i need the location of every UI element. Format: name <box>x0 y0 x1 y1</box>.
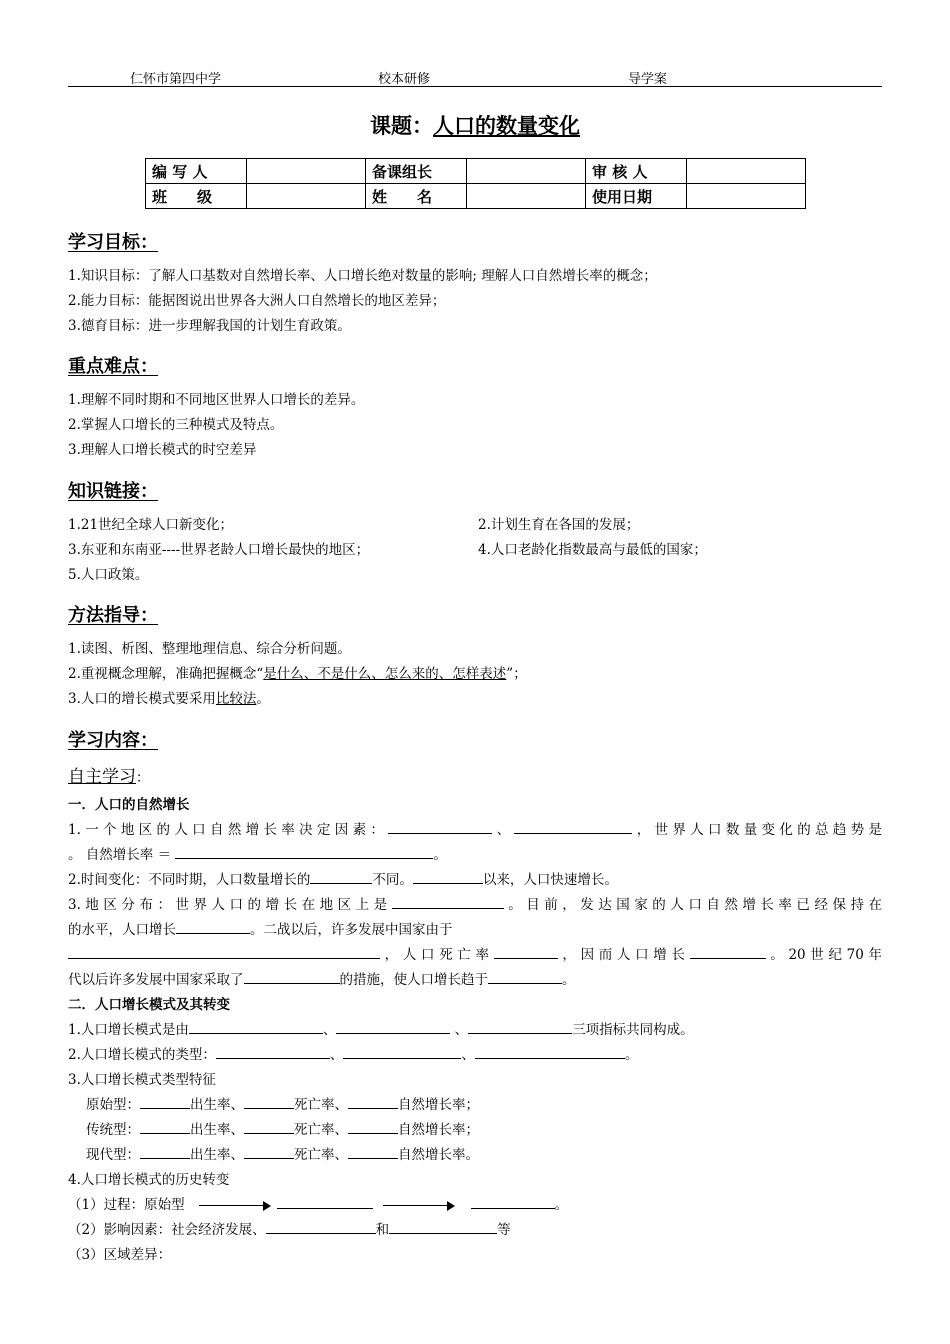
part2-heading: 二．人口增长模式及其转变 <box>68 997 230 1013</box>
question-line: 2.时间变化：不同时期，人口数量增长的 不同。 以来，人口快速增长。 <box>68 872 618 888</box>
info-table <box>145 158 806 209</box>
question-line: ，人口死亡率 ，因而人口增长 。20世纪70年 <box>68 943 882 963</box>
goals-heading: 学习目标： <box>68 232 158 253</box>
answer-blank[interactable] <box>388 821 492 834</box>
answer-blank[interactable] <box>310 871 372 884</box>
question-line: 3.人口增长模式类型特征 <box>68 1072 216 1088</box>
group-leader-label: 备课组长 <box>366 159 467 184</box>
answer-blank[interactable] <box>690 946 766 959</box>
info-row <box>146 159 806 184</box>
header-category: 校本研修 <box>378 72 431 87</box>
answer-blank[interactable] <box>189 1021 323 1034</box>
question-line: （3）区域差异： <box>68 1247 172 1263</box>
header-doc-type: 导学案 <box>628 72 668 87</box>
answer-blank[interactable] <box>471 1196 555 1209</box>
reviewer-cell[interactable] <box>687 159 806 184</box>
group-leader-cell[interactable] <box>467 159 586 184</box>
answer-blank[interactable] <box>413 871 483 884</box>
method-emphasis: 比较法 <box>215 691 257 707</box>
goal-item: 1.知识目标：了解人口基数对自然增长率、人口增长绝对数量的影响; 理解人口自然增长率的概念； <box>68 268 657 284</box>
date-cell[interactable] <box>687 184 806 209</box>
answer-blank[interactable] <box>244 971 340 984</box>
question-line: 4.人口增长模式的历史转变 <box>68 1172 230 1188</box>
method-item: 2.重视概念理解，准确把握概念“是什么、不是什么、怎么来的、怎样表述”； <box>68 666 527 682</box>
title-prefix: 课题： <box>370 114 433 138</box>
answer-blank[interactable] <box>348 1096 398 1109</box>
author-label: 编 写 人 <box>146 159 247 184</box>
info-row <box>146 184 806 209</box>
answer-blank[interactable] <box>140 1096 190 1109</box>
question-line: （1）过程：原始型 。 <box>68 1197 569 1213</box>
key-point-item: 2.掌握人口增长的三种模式及特点。 <box>68 417 284 433</box>
self-study-heading: 自主学习： <box>68 767 150 787</box>
method-item: 1.读图、析图、整理地理信息、综合分析问题。 <box>68 641 351 657</box>
answer-blank[interactable] <box>244 1096 294 1109</box>
question-line: 1.人口增长模式是由 、 、 三项指标共同构成。 <box>68 1022 694 1038</box>
question-line: 3.地区分布：世界人口的增长在地区上是 。目前，发达国家的人口自然增长率已经保持在 <box>68 897 882 913</box>
answer-blank[interactable] <box>244 1121 294 1134</box>
answer-blank[interactable] <box>140 1121 190 1134</box>
question-line: 2.人口增长模式的类型： 、 、 。 <box>68 1047 639 1063</box>
answer-blank[interactable] <box>140 1146 190 1159</box>
type-row-primitive: 原始型： 出生率、 死亡率、 自然增长率； <box>86 1097 479 1113</box>
part1-heading: 一．人口的自然增长 <box>68 797 190 813</box>
method-item: 3.人口的增长模式要采用比较法。 <box>68 691 270 707</box>
answer-blank[interactable] <box>216 1046 330 1059</box>
link-item: 2.计划生育在各国的发展； <box>478 517 640 533</box>
arrow-right-icon <box>199 1201 271 1211</box>
links-heading: 知识链接： <box>68 481 158 502</box>
author-cell[interactable] <box>247 159 366 184</box>
class-cell[interactable] <box>247 184 366 209</box>
title-topic: 人口的数量变化 <box>433 114 580 138</box>
link-item: 1.21世纪全球人口新变化； <box>68 517 234 533</box>
goal-item: 3.德育目标：进一步理解我国的计划生育政策。 <box>68 318 351 334</box>
name-label: 姓 名 <box>366 184 467 209</box>
answer-blank[interactable] <box>475 1046 625 1059</box>
class-label: 班 级 <box>146 184 247 209</box>
reviewer-label: 审 核 人 <box>586 159 687 184</box>
type-row-modern: 现代型： 出生率、 死亡率、 自然增长率。 <box>86 1147 479 1163</box>
answer-blank[interactable] <box>68 946 380 959</box>
answer-blank[interactable] <box>488 971 562 984</box>
answer-blank[interactable] <box>343 1046 461 1059</box>
answer-blank[interactable] <box>348 1146 398 1159</box>
question-line: （2）影响因素：社会经济发展、 和 等 <box>68 1222 511 1238</box>
answer-blank[interactable] <box>468 1021 572 1034</box>
header-school: 仁怀市第四中学 <box>130 72 222 87</box>
goal-item: 2.能力目标：能据图说出世界各大洲人口自然增长的地区差异； <box>68 293 446 309</box>
answer-blank[interactable] <box>494 946 558 959</box>
link-item: 3.东亚和东南亚----世界老龄人口增长最快的地区； <box>68 542 370 558</box>
content-heading: 学习内容： <box>68 730 158 751</box>
answer-blank[interactable] <box>348 1121 398 1134</box>
question-line: 1.一个地区的人口自然增长率决定因素： 、 ，世界人口数量变化的总趋势是 <box>68 822 882 838</box>
answer-blank[interactable] <box>244 1146 294 1159</box>
answer-blank[interactable] <box>514 821 632 834</box>
key-points-heading: 重点难点： <box>68 356 158 377</box>
key-point-item: 3.理解人口增长模式的时空差异 <box>68 442 257 458</box>
date-label: 使用日期 <box>586 184 687 209</box>
type-row-traditional: 传统型： 出生率、 死亡率、 自然增长率； <box>86 1122 479 1138</box>
question-line: 的水平，人口增长 。二战以后，许多发展中国家由于 <box>68 922 453 938</box>
answer-blank[interactable] <box>277 1196 373 1209</box>
answer-blank[interactable] <box>392 896 504 909</box>
name-cell[interactable] <box>467 184 586 209</box>
question-line: 代以后许多发展中国家采取了 的措施，使人口增长趋于 。 <box>68 972 576 988</box>
concept-emphasis: 是什么、不是什么、怎么来的、怎样表述 <box>263 666 507 682</box>
key-point-item: 1.理解不同时期和不同地区世界人口增长的差异。 <box>68 392 365 408</box>
link-item: 5.人口政策。 <box>68 567 149 583</box>
link-item: 4.人口老龄化指数最高与最低的国家； <box>478 542 707 558</box>
question-line: 。 自然增长率 ＝ 。 <box>68 847 447 863</box>
answer-blank[interactable] <box>175 846 433 859</box>
answer-blank[interactable] <box>336 1021 450 1034</box>
methods-heading: 方法指导： <box>68 605 158 626</box>
arrow-right-icon <box>383 1201 455 1211</box>
answer-blank[interactable] <box>266 1221 376 1234</box>
answer-blank[interactable] <box>176 921 250 934</box>
page-header <box>68 68 882 87</box>
answer-blank[interactable] <box>389 1221 497 1234</box>
page-title <box>0 110 950 140</box>
